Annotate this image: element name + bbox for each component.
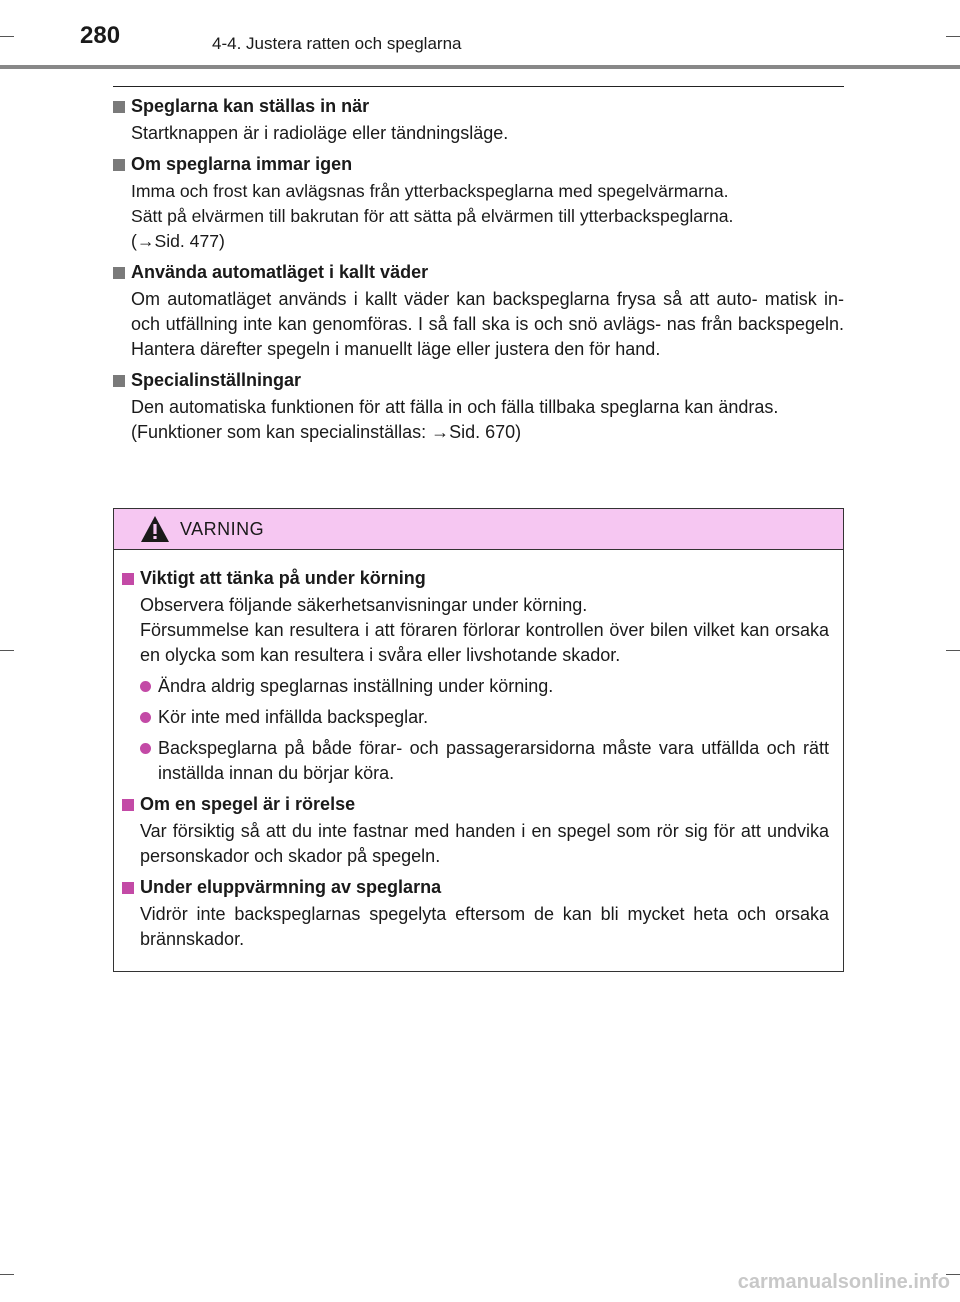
square-bullet-icon [113, 159, 125, 171]
warning-heading-text: Om en spegel är i rörelse [140, 794, 356, 814]
warning-line: Var försiktig så att du inte fastnar med handen i en spegel som rör sig för att undvika personskador och skador på spegeln. [140, 821, 829, 866]
header-rule [0, 65, 960, 69]
body-line: Startknappen är i radioläge eller tändningsläge. [131, 123, 509, 143]
warning-line: Försummelse kan resultera i att föraren förlorar kontrollen över bilen vilket kan orsaka en olycka som kan resultera i svåra eller livshotande skador. [140, 620, 829, 665]
body-line: Imma och frost kan avlägsnas från ytterbackspeglarna med spegelvärmarna. [131, 181, 729, 201]
section-heading [113, 260, 844, 285]
warning-bullet [140, 705, 829, 730]
section-body [131, 121, 844, 146]
section-heading-text: Speglarna kan ställas in när [131, 96, 370, 116]
section-body [131, 179, 844, 254]
warning-heading [122, 875, 829, 900]
page-reference-link[interactable]: (Funktioner som kan specialinställas: →Sid. 670) [131, 422, 522, 442]
section-heading [113, 368, 844, 393]
section-heading-text: Använda automatläget i kallt väder [131, 262, 429, 282]
warning-label: VARNING [180, 518, 265, 539]
section-customization [113, 368, 844, 445]
section-mirror-adjust-conditions [113, 94, 844, 146]
square-bullet-icon [113, 267, 125, 279]
round-bullet-icon [140, 743, 151, 754]
crop-mark [0, 36, 14, 37]
warning-heading [122, 792, 829, 817]
crop-mark [946, 36, 960, 37]
warning-text [140, 819, 829, 869]
main-content [113, 94, 844, 451]
square-bullet-icon [113, 375, 125, 387]
crop-mark [0, 650, 14, 651]
warning-line: Observera följande säkerhetsanvisningar under körning. [140, 595, 588, 615]
section-body [131, 395, 844, 445]
body-line: Sätt på elvärmen till bakrutan för att sätta på elvärmen till ytterbackspeglarna. [131, 206, 734, 226]
warning-text [140, 593, 829, 668]
square-bullet-icon [113, 101, 125, 113]
crop-mark [946, 650, 960, 651]
body-line: Den automatiska funktionen för att fälla in och fälla tillbaka speglarna kan ändras. [131, 397, 779, 417]
square-bullet-icon [122, 882, 134, 894]
square-bullet-icon [122, 573, 134, 585]
warning-box [113, 508, 844, 972]
bullet-text: Kör inte med infällda backspeglar. [158, 707, 429, 727]
warning-heading [122, 566, 829, 591]
warning-header [114, 509, 843, 550]
content-divider [113, 86, 844, 87]
crop-mark [0, 1274, 14, 1275]
section-heading [113, 94, 844, 119]
warning-text [140, 902, 829, 952]
warning-bullet [140, 736, 829, 786]
page-reference-link[interactable]: (→Sid. 477) [131, 231, 225, 251]
warning-heading-text: Under eluppvärmning av speglarna [140, 877, 442, 897]
body-line: Om automatläget används i kallt väder kan backspeglarna frysa så att auto- matisk in- och utfällning inte kan genomföras. I så fall ska is och snö avlägs- nas från backspegeln. Hantera därefter spegeln i manuellt läge eller justera den för hand. [131, 289, 844, 359]
round-bullet-icon [140, 681, 151, 692]
section-body [131, 287, 844, 362]
warning-body [114, 550, 843, 952]
section-heading-text: Om speglarna immar igen [131, 154, 353, 174]
page-number: 280 [80, 22, 121, 49]
warning-triangle-icon [140, 515, 170, 543]
section-cold-weather [113, 260, 844, 362]
round-bullet-icon [140, 712, 151, 723]
watermark: carmanualsonline.info [737, 1271, 950, 1293]
section-mirror-fog [113, 152, 844, 254]
warning-line: Vidrör inte backspeglarnas spegelyta eftersom de kan bli mycket heta och orsaka brännskador. [140, 904, 829, 949]
warning-bullet [140, 674, 829, 699]
bullet-text: Ändra aldrig speglarnas inställning under körning. [158, 676, 554, 696]
warning-heading-text: Viktigt att tänka på under körning [140, 568, 426, 588]
section-heading [113, 152, 844, 177]
section-heading-text: Specialinställningar [131, 370, 302, 390]
square-bullet-icon [122, 799, 134, 811]
chapter-title: 4-4. Justera ratten och speglarna [212, 34, 462, 53]
bullet-text: Backspeglarna på både förar- och passagerarsidorna måste vara utfällda och rätt inställda innan du börjar köra. [158, 738, 829, 783]
